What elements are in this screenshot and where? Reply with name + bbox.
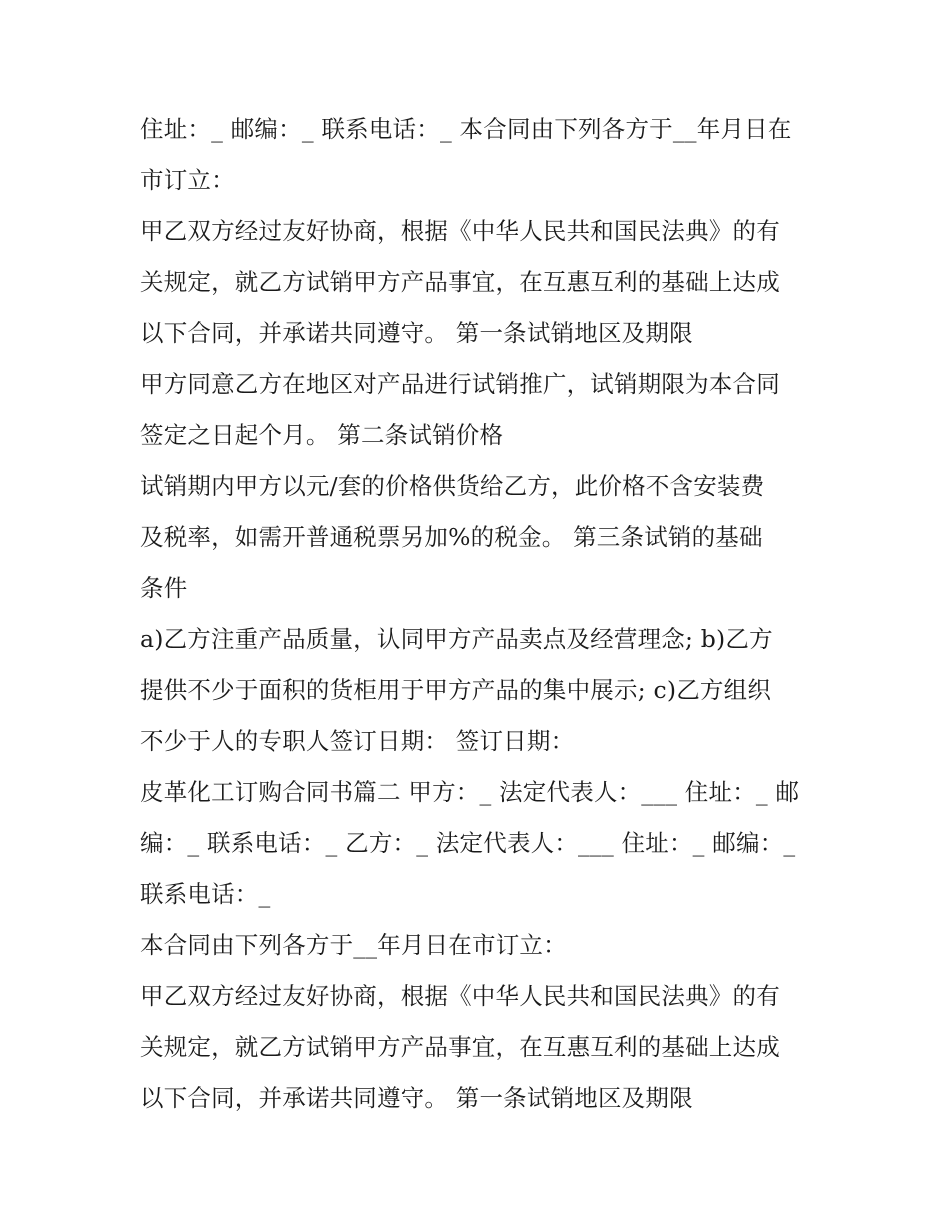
text-line-17: 本合同由下列各方于__年月日在市订立： bbox=[140, 931, 567, 959]
text-line-5: 以下合同，并承诺共同遵守。 第一条试销地区及期限 bbox=[140, 319, 693, 347]
text-line-10: 条件 bbox=[140, 574, 188, 602]
text-line-15: 编：_ 联系电话：_ 乙方：_ 法定代表人：___ 住址：_ 邮编：_ bbox=[140, 829, 796, 857]
text-line-9: 及税率，如需开普通税票另加%的税金。 第三条试销的基础 bbox=[140, 523, 763, 551]
text-line-20: 以下合同，并承诺共同遵守。 第一条试销地区及期限 bbox=[140, 1084, 693, 1112]
text-line-2: 市订立： bbox=[140, 166, 235, 194]
text-line-14: 皮革化工订购合同书篇二 甲方：_ 法定代表人：___ 住址：_ 邮 bbox=[140, 778, 800, 806]
text-line-1: 住址：_ 邮编：_ 联系电话：_ 本合同由下列各方于__年月日在 bbox=[140, 115, 792, 143]
text-line-8: 试销期内甲方以元/套的价格供货给乙方，此价格不含安装费 bbox=[140, 472, 765, 500]
text-line-6: 甲方同意乙方在地区对产品进行试销推广，试销期限为本合同 bbox=[140, 370, 780, 398]
text-line-7: 签定之日起个月。 第二条试销价格 bbox=[140, 421, 504, 449]
text-line-11: a)乙方注重产品质量，认同甲方产品卖点及经营理念; b)乙方 bbox=[140, 625, 773, 653]
text-line-18: 甲乙双方经过友好协商，根据《中华人民共和国民法典》的有 bbox=[140, 982, 780, 1010]
text-line-4: 关规定，就乙方试销甲方产品事宜，在互惠互利的基础上达成 bbox=[140, 268, 780, 296]
text-line-16: 联系电话：_ bbox=[140, 880, 271, 908]
document-body bbox=[140, 104, 830, 1124]
text-line-12: 提供不少于面积的货柜用于甲方产品的集中展示; c)乙方组织 bbox=[140, 676, 772, 704]
text-line-3: 甲乙双方经过友好协商，根据《中华人民共和国民法典》的有 bbox=[140, 217, 780, 245]
text-line-19: 关规定，就乙方试销甲方产品事宜，在互惠互利的基础上达成 bbox=[140, 1033, 780, 1061]
text-line-13: 不少于人的专职人签订日期： 签订日期： bbox=[140, 727, 575, 755]
